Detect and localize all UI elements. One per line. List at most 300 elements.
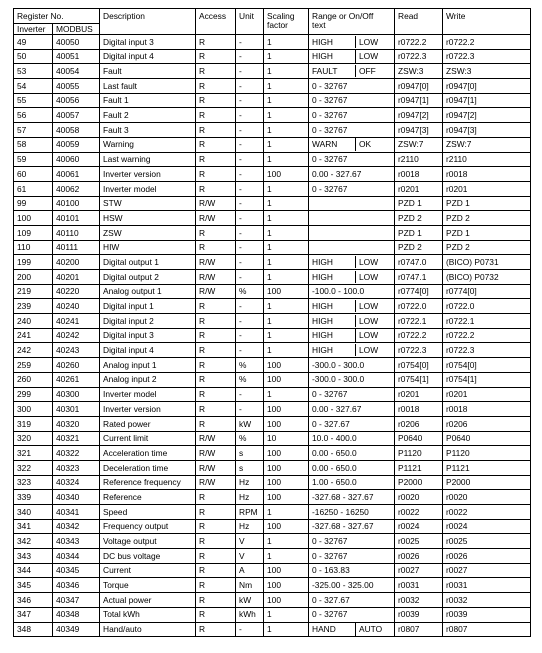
- cell-read: r0774[0]: [395, 284, 443, 299]
- cell-read: r0722.2: [395, 35, 443, 50]
- cell-inverter-register: 109: [14, 225, 53, 240]
- table-row: [14, 240, 531, 255]
- cell-scaling-factor: 100: [264, 519, 309, 534]
- table-row: [14, 534, 531, 549]
- cell-range: -325.00 - 325.00: [309, 578, 395, 593]
- cell-unit: -: [236, 622, 264, 637]
- table-row: [14, 416, 531, 431]
- cell-scaling-factor: 100: [264, 416, 309, 431]
- cell-modbus-register: 40220: [53, 284, 100, 299]
- table-row: [14, 358, 531, 373]
- table-row: [14, 93, 531, 108]
- header-range: [309, 9, 395, 35]
- cell-unit: kW: [236, 593, 264, 608]
- table-row: [14, 123, 531, 138]
- table-row: [14, 460, 531, 475]
- table-row: [14, 211, 531, 226]
- cell-write: r0774[0]: [443, 284, 531, 299]
- cell-unit: -: [236, 240, 264, 255]
- cell-modbus-register: 40110: [53, 225, 100, 240]
- cell-range: 0 - 32767: [309, 152, 395, 167]
- cell-scaling-factor: 1: [264, 79, 309, 94]
- cell-scaling-factor: 100: [264, 563, 309, 578]
- cell-unit: RPM: [236, 505, 264, 520]
- cell-description: HIW: [100, 240, 196, 255]
- cell-inverter-register: 259: [14, 358, 53, 373]
- cell-modbus-register: 40242: [53, 328, 100, 343]
- range-off-text: LOW: [355, 256, 391, 268]
- cell-modbus-register: 40061: [53, 167, 100, 182]
- cell-unit: -: [236, 49, 264, 64]
- table-row: [14, 593, 531, 608]
- cell-range: 0 - 327.67: [309, 593, 395, 608]
- cell-access: R/W: [196, 255, 236, 270]
- cell-description: Actual power: [100, 593, 196, 608]
- cell-inverter-register: 59: [14, 152, 53, 167]
- cell-unit: -: [236, 137, 264, 152]
- cell-inverter-register: 57: [14, 123, 53, 138]
- cell-access: R: [196, 534, 236, 549]
- cell-unit: -: [236, 93, 264, 108]
- cell-range: [309, 225, 395, 240]
- cell-range: [309, 270, 395, 285]
- cell-modbus-register: 40051: [53, 49, 100, 64]
- cell-range: 0 - 32767: [309, 79, 395, 94]
- cell-scaling-factor: 1: [264, 255, 309, 270]
- range-off-text: OK: [355, 138, 391, 150]
- cell-unit: V: [236, 549, 264, 564]
- cell-read: r0747.1: [395, 270, 443, 285]
- cell-modbus-register: 40261: [53, 372, 100, 387]
- cell-description: Digital input 4: [100, 49, 196, 64]
- cell-range: [309, 328, 395, 343]
- header-row-1: [14, 9, 531, 24]
- cell-scaling-factor: 100: [264, 284, 309, 299]
- cell-write: r0754[1]: [443, 372, 531, 387]
- table-row: [14, 152, 531, 167]
- cell-write: r0722.0: [443, 299, 531, 314]
- cell-read: r2110: [395, 152, 443, 167]
- cell-modbus-register: 40201: [53, 270, 100, 285]
- cell-access: R: [196, 372, 236, 387]
- cell-inverter-register: 340: [14, 505, 53, 520]
- cell-access: R: [196, 299, 236, 314]
- range-on-text: HIGH: [312, 301, 333, 312]
- cell-scaling-factor: 1: [264, 93, 309, 108]
- cell-read: r0947[3]: [395, 123, 443, 138]
- cell-modbus-register: 40243: [53, 343, 100, 358]
- cell-access: R: [196, 108, 236, 123]
- cell-read: r0024: [395, 519, 443, 534]
- table-row: [14, 607, 531, 622]
- cell-inverter-register: 323: [14, 475, 53, 490]
- cell-inverter-register: 55: [14, 93, 53, 108]
- range-on-text: HIGH: [312, 330, 333, 341]
- cell-write: ZSW:3: [443, 64, 531, 79]
- cell-inverter-register: 322: [14, 460, 53, 475]
- cell-description: Speed: [100, 505, 196, 520]
- cell-modbus-register: 40059: [53, 137, 100, 152]
- cell-description: Torque: [100, 578, 196, 593]
- cell-unit: Nm: [236, 578, 264, 593]
- cell-scaling-factor: 100: [264, 372, 309, 387]
- cell-range: -327.68 - 327.67: [309, 519, 395, 534]
- cell-range: [309, 622, 395, 637]
- cell-write: r0947[2]: [443, 108, 531, 123]
- cell-modbus-register: 40240: [53, 299, 100, 314]
- cell-scaling-factor: 100: [264, 578, 309, 593]
- cell-description: Reference frequency: [100, 475, 196, 490]
- cell-description: HSW: [100, 211, 196, 226]
- cell-description: Fault 3: [100, 123, 196, 138]
- cell-read: r0018: [395, 167, 443, 182]
- cell-unit: -: [236, 79, 264, 94]
- cell-description: DC bus voltage: [100, 549, 196, 564]
- cell-scaling-factor: 1: [264, 622, 309, 637]
- cell-modbus-register: 40340: [53, 490, 100, 505]
- table-row: [14, 490, 531, 505]
- cell-description: Fault 2: [100, 108, 196, 123]
- cell-write: PZD 2: [443, 211, 531, 226]
- cell-modbus-register: 40341: [53, 505, 100, 520]
- cell-inverter-register: 241: [14, 328, 53, 343]
- cell-write: r0722.3: [443, 49, 531, 64]
- table-row: [14, 519, 531, 534]
- cell-description: Last warning: [100, 152, 196, 167]
- cell-description: Current: [100, 563, 196, 578]
- cell-read: P0640: [395, 431, 443, 446]
- header-modbus: MODBUS: [53, 24, 100, 35]
- header-write: Write: [443, 9, 531, 35]
- cell-unit: s: [236, 446, 264, 461]
- cell-range: 0 - 32767: [309, 607, 395, 622]
- cell-inverter-register: 320: [14, 431, 53, 446]
- cell-access: R: [196, 505, 236, 520]
- cell-modbus-register: 40320: [53, 416, 100, 431]
- cell-range: -300.0 - 300.0: [309, 372, 395, 387]
- cell-read: P1120: [395, 446, 443, 461]
- cell-inverter-register: 99: [14, 196, 53, 211]
- cell-modbus-register: 40300: [53, 387, 100, 402]
- table-row: [14, 35, 531, 50]
- cell-inverter-register: 242: [14, 343, 53, 358]
- cell-modbus-register: 40101: [53, 211, 100, 226]
- cell-description: Analog output 1: [100, 284, 196, 299]
- cell-read: r0722.0: [395, 299, 443, 314]
- cell-scaling-factor: 1: [264, 387, 309, 402]
- cell-modbus-register: 40342: [53, 519, 100, 534]
- table-row: [14, 343, 531, 358]
- cell-modbus-register: 40321: [53, 431, 100, 446]
- cell-inverter-register: 60: [14, 167, 53, 182]
- cell-write: r0020: [443, 490, 531, 505]
- cell-access: R/W: [196, 284, 236, 299]
- cell-read: r0201: [395, 387, 443, 402]
- cell-unit: kWh: [236, 607, 264, 622]
- cell-read: r0031: [395, 578, 443, 593]
- cell-write: r0018: [443, 402, 531, 417]
- cell-range: [309, 196, 395, 211]
- cell-write: P0640: [443, 431, 531, 446]
- cell-modbus-register: 40062: [53, 181, 100, 196]
- cell-inverter-register: 299: [14, 387, 53, 402]
- cell-write: r0025: [443, 534, 531, 549]
- cell-description: Fault 1: [100, 93, 196, 108]
- cell-read: r0039: [395, 607, 443, 622]
- cell-modbus-register: 40346: [53, 578, 100, 593]
- cell-range: [309, 314, 395, 329]
- cell-read: r0201: [395, 181, 443, 196]
- cell-modbus-register: 40344: [53, 549, 100, 564]
- header-range-line2: text: [312, 20, 326, 31]
- cell-range: 0 - 32767: [309, 108, 395, 123]
- cell-unit: -: [236, 152, 264, 167]
- cell-read: PZD 1: [395, 225, 443, 240]
- cell-write: ZSW:7: [443, 137, 531, 152]
- cell-range: [309, 137, 395, 152]
- cell-scaling-factor: 1: [264, 549, 309, 564]
- table-row: [14, 505, 531, 520]
- cell-unit: Hz: [236, 490, 264, 505]
- cell-access: R: [196, 181, 236, 196]
- cell-read: r0722.2: [395, 328, 443, 343]
- range-on-text: HIGH: [312, 256, 333, 267]
- cell-unit: %: [236, 358, 264, 373]
- cell-modbus-register: 40050: [53, 35, 100, 50]
- cell-access: R: [196, 563, 236, 578]
- cell-scaling-factor: 1: [264, 181, 309, 196]
- cell-read: r0206: [395, 416, 443, 431]
- table-row: [14, 167, 531, 182]
- cell-scaling-factor: 1: [264, 211, 309, 226]
- cell-access: R: [196, 593, 236, 608]
- cell-write: r0722.1: [443, 314, 531, 329]
- cell-access: R: [196, 402, 236, 417]
- cell-scaling-factor: 1: [264, 270, 309, 285]
- cell-inverter-register: 348: [14, 622, 53, 637]
- table-row: [14, 578, 531, 593]
- cell-description: Analog input 1: [100, 358, 196, 373]
- cell-write: r0024: [443, 519, 531, 534]
- table-row: [14, 255, 531, 270]
- cell-read: r0947[2]: [395, 108, 443, 123]
- cell-description: Inverter version: [100, 167, 196, 182]
- cell-scaling-factor: 1: [264, 299, 309, 314]
- cell-inverter-register: 260: [14, 372, 53, 387]
- range-off-text: LOW: [355, 329, 391, 341]
- range-off-text: LOW: [355, 300, 391, 312]
- cell-modbus-register: 40057: [53, 108, 100, 123]
- cell-modbus-register: 40323: [53, 460, 100, 475]
- cell-range: 0 - 32767: [309, 93, 395, 108]
- cell-modbus-register: 40058: [53, 123, 100, 138]
- cell-access: R: [196, 490, 236, 505]
- cell-range: [309, 343, 395, 358]
- cell-range: 0 - 32767: [309, 549, 395, 564]
- cell-read: r0747.0: [395, 255, 443, 270]
- cell-write: r0027: [443, 563, 531, 578]
- header-register-no: Register No.: [14, 9, 100, 24]
- cell-scaling-factor: 1: [264, 314, 309, 329]
- cell-modbus-register: 40055: [53, 79, 100, 94]
- cell-description: Total kWh: [100, 607, 196, 622]
- cell-description: Inverter model: [100, 181, 196, 196]
- cell-range: 0 - 32767: [309, 387, 395, 402]
- range-on-text: HIGH: [312, 315, 333, 326]
- cell-access: R/W: [196, 446, 236, 461]
- cell-write: r0947[0]: [443, 79, 531, 94]
- cell-unit: -: [236, 211, 264, 226]
- range-on-text: HIGH: [312, 36, 333, 47]
- cell-write: r0754[0]: [443, 358, 531, 373]
- header-inverter: Inverter: [14, 24, 53, 35]
- cell-inverter-register: 49: [14, 35, 53, 50]
- cell-read: r0807: [395, 622, 443, 637]
- cell-scaling-factor: 100: [264, 593, 309, 608]
- cell-unit: -: [236, 270, 264, 285]
- cell-unit: -: [236, 196, 264, 211]
- cell-access: R: [196, 240, 236, 255]
- table-row: [14, 196, 531, 211]
- cell-inverter-register: 110: [14, 240, 53, 255]
- table-row: [14, 372, 531, 387]
- cell-read: r0722.1: [395, 314, 443, 329]
- cell-description: Inverter version: [100, 402, 196, 417]
- cell-modbus-register: 40054: [53, 64, 100, 79]
- cell-description: Voltage output: [100, 534, 196, 549]
- cell-modbus-register: 40260: [53, 358, 100, 373]
- cell-scaling-factor: 1: [264, 137, 309, 152]
- table-row: [14, 475, 531, 490]
- cell-unit: -: [236, 181, 264, 196]
- cell-access: R: [196, 35, 236, 50]
- cell-range: -100.0 - 100.0: [309, 284, 395, 299]
- table-row: [14, 137, 531, 152]
- cell-access: R: [196, 167, 236, 182]
- cell-range: 0.00 - 327.67: [309, 167, 395, 182]
- cell-access: R: [196, 137, 236, 152]
- cell-scaling-factor: 100: [264, 475, 309, 490]
- cell-write: r0947[3]: [443, 123, 531, 138]
- cell-description: Inverter model: [100, 387, 196, 402]
- cell-access: R: [196, 358, 236, 373]
- cell-range: [309, 35, 395, 50]
- cell-read: r0754[0]: [395, 358, 443, 373]
- cell-range: 0 - 327.67: [309, 416, 395, 431]
- cell-range: [309, 299, 395, 314]
- cell-read: r0722.3: [395, 49, 443, 64]
- cell-access: R: [196, 387, 236, 402]
- cell-write: r0201: [443, 387, 531, 402]
- cell-modbus-register: 40322: [53, 446, 100, 461]
- cell-description: Digital input 3: [100, 328, 196, 343]
- cell-unit: -: [236, 35, 264, 50]
- cell-access: R: [196, 225, 236, 240]
- cell-write: r0947[1]: [443, 93, 531, 108]
- table-row: [14, 284, 531, 299]
- cell-read: r0032: [395, 593, 443, 608]
- cell-read: r0025: [395, 534, 443, 549]
- cell-scaling-factor: 1: [264, 505, 309, 520]
- cell-unit: A: [236, 563, 264, 578]
- cell-read: r0027: [395, 563, 443, 578]
- cell-modbus-register: 40241: [53, 314, 100, 329]
- cell-description: Digital output 1: [100, 255, 196, 270]
- cell-access: R: [196, 622, 236, 637]
- range-off-text: LOW: [355, 50, 391, 62]
- cell-access: R: [196, 49, 236, 64]
- cell-range: 0.00 - 327.67: [309, 402, 395, 417]
- cell-inverter-register: 346: [14, 593, 53, 608]
- cell-unit: -: [236, 328, 264, 343]
- cell-description: Hand/auto: [100, 622, 196, 637]
- cell-unit: %: [236, 372, 264, 387]
- table-row: [14, 181, 531, 196]
- cell-modbus-register: 40349: [53, 622, 100, 637]
- cell-access: R: [196, 93, 236, 108]
- cell-description: ZSW: [100, 225, 196, 240]
- cell-access: R: [196, 416, 236, 431]
- cell-description: Current limit: [100, 431, 196, 446]
- cell-access: R: [196, 314, 236, 329]
- cell-unit: -: [236, 255, 264, 270]
- header-access: Access: [196, 9, 236, 35]
- cell-access: R/W: [196, 460, 236, 475]
- table-row: [14, 225, 531, 240]
- table-row: [14, 402, 531, 417]
- cell-unit: %: [236, 284, 264, 299]
- table-row: [14, 64, 531, 79]
- cell-range: 0 - 32767: [309, 534, 395, 549]
- cell-scaling-factor: 1: [264, 35, 309, 50]
- cell-range: 0 - 32767: [309, 181, 395, 196]
- cell-access: R/W: [196, 196, 236, 211]
- cell-inverter-register: 54: [14, 79, 53, 94]
- cell-scaling-factor: 1: [264, 343, 309, 358]
- range-off-text: LOW: [355, 271, 391, 283]
- cell-unit: s: [236, 460, 264, 475]
- table-row: [14, 270, 531, 285]
- cell-inverter-register: 199: [14, 255, 53, 270]
- cell-write: r0018: [443, 167, 531, 182]
- range-off-text: LOW: [355, 36, 391, 48]
- cell-write: r0722.3: [443, 343, 531, 358]
- range-on-text: HIGH: [312, 51, 333, 62]
- cell-modbus-register: 40345: [53, 563, 100, 578]
- header-range-line1: Range or On/Off: [312, 11, 374, 21]
- cell-inverter-register: 219: [14, 284, 53, 299]
- cell-inverter-register: 240: [14, 314, 53, 329]
- cell-read: PZD 2: [395, 211, 443, 226]
- cell-read: PZD 1: [395, 196, 443, 211]
- cell-write: r0722.2: [443, 35, 531, 50]
- cell-unit: %: [236, 431, 264, 446]
- cell-access: R: [196, 64, 236, 79]
- cell-read: r0947[0]: [395, 79, 443, 94]
- cell-scaling-factor: 100: [264, 167, 309, 182]
- cell-unit: -: [236, 64, 264, 79]
- cell-unit: -: [236, 343, 264, 358]
- cell-modbus-register: 40324: [53, 475, 100, 490]
- cell-description: Digital output 2: [100, 270, 196, 285]
- table-row: [14, 387, 531, 402]
- cell-range: -300.0 - 300.0: [309, 358, 395, 373]
- cell-unit: Hz: [236, 475, 264, 490]
- cell-modbus-register: 40301: [53, 402, 100, 417]
- cell-write: r2110: [443, 152, 531, 167]
- cell-scaling-factor: 100: [264, 490, 309, 505]
- table-row: [14, 431, 531, 446]
